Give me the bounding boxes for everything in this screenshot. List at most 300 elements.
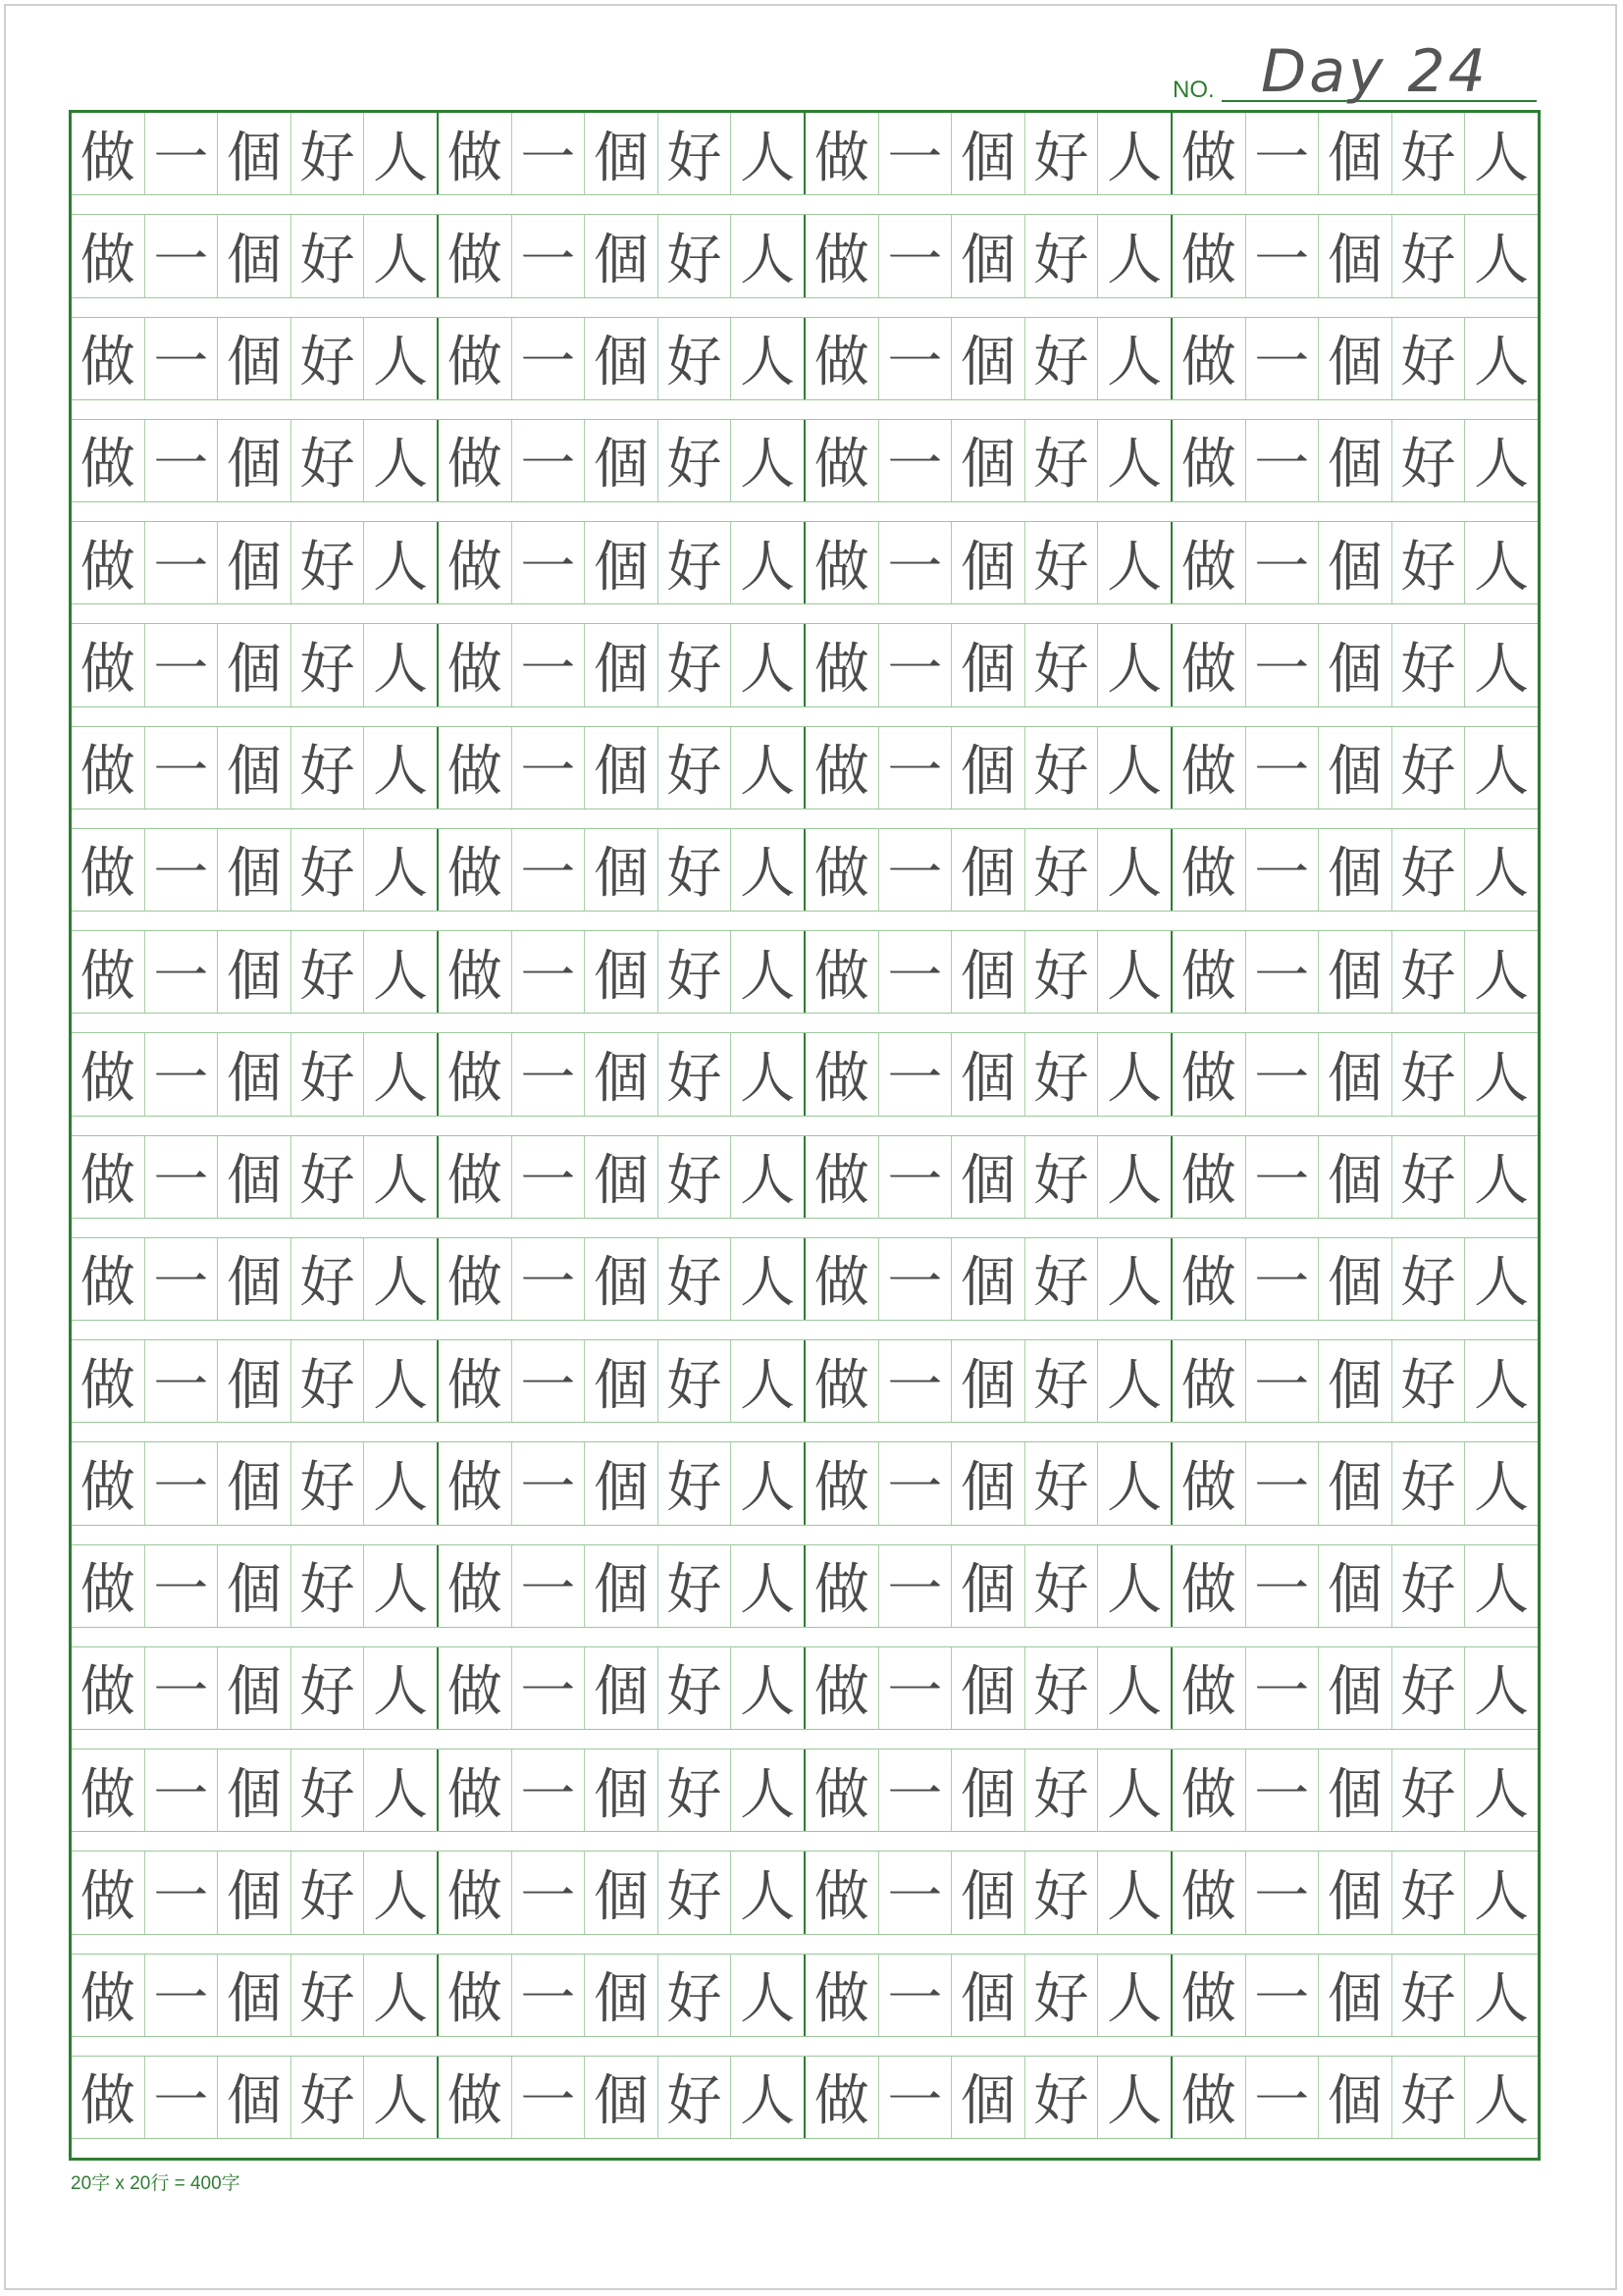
grid-cell: 做: [72, 2057, 145, 2138]
grid-cell: 一: [145, 1545, 219, 1627]
grid-cell: 做: [1173, 1442, 1246, 1524]
grid-cell: 人: [364, 1647, 439, 1729]
grid-cell: 做: [806, 420, 879, 501]
grid-cell: 做: [72, 931, 145, 1013]
grid-cell: 個: [585, 1033, 658, 1115]
grid-cell: 好: [291, 113, 365, 194]
grid-cell: 一: [1246, 1136, 1320, 1218]
grid-cell: 做: [439, 1955, 512, 2036]
grid-cell: 做: [1173, 215, 1246, 296]
grid-cell: 人: [1098, 829, 1173, 911]
grid-cell: 一: [512, 1442, 586, 1524]
grid-cell: 一: [512, 1238, 586, 1320]
grid-cell: 好: [1025, 1442, 1099, 1524]
grid-row: [72, 113, 1538, 215]
grid-cell: 一: [145, 1647, 219, 1729]
grid-cell: 一: [879, 2057, 953, 2138]
grid-cell: 一: [145, 1749, 219, 1831]
grid-cell: 一: [145, 931, 219, 1013]
grid-row-cells: [72, 1749, 1538, 1831]
grid-cell: 人: [1474, 1762, 1530, 1827]
grid-cell: 做: [72, 1442, 145, 1524]
grid-cell: 一: [145, 420, 219, 501]
grid-cell: 做: [439, 1852, 512, 1933]
grid-cell: 個: [1319, 420, 1392, 501]
grid-cell: 個: [218, 1238, 291, 1320]
grid-cell: 一: [1246, 1033, 1320, 1115]
grid-cell: 人: [1474, 637, 1530, 702]
grid-cell: 好: [291, 829, 365, 911]
grid-cell: 做: [806, 727, 879, 809]
grid-cell: 一: [512, 624, 586, 705]
row-gap: [72, 1627, 1538, 1646]
grid-cell: 好: [1025, 318, 1099, 399]
grid-cell: 一: [879, 1955, 953, 2036]
grid-cell: 個: [585, 829, 658, 911]
grid-row: [72, 1955, 1538, 2057]
grid-cell: 個: [218, 931, 291, 1013]
grid-cell: 人: [364, 113, 439, 194]
grid-cell: 個: [1319, 1238, 1392, 1320]
grid-cell: 人: [1474, 1455, 1530, 1520]
grid-cell: 一: [145, 215, 219, 296]
grid-cell: 人: [1098, 420, 1173, 501]
grid-cell: 好: [658, 1955, 732, 2036]
grid-cell: 做: [439, 522, 512, 603]
grid-cell: 做: [439, 624, 512, 705]
grid-cell: 人: [731, 420, 806, 501]
grid-cell: 好: [291, 1647, 365, 1729]
grid-cell: 做: [1173, 1852, 1246, 1933]
grid-row-cells: [72, 727, 1538, 809]
grid-row: [72, 1033, 1538, 1135]
grid-row: [72, 1852, 1538, 1954]
grid-row: [72, 829, 1538, 931]
grid-cell: 個: [952, 1033, 1025, 1115]
grid-cell: 一: [879, 1136, 953, 1218]
grid-row: [72, 1442, 1538, 1544]
grid-cell: 做: [439, 113, 512, 194]
grid-row: [72, 2057, 1538, 2158]
page-number-header: [1168, 37, 1537, 108]
grid-cell: 個: [585, 113, 658, 194]
grid-cell: 一: [512, 215, 586, 296]
grid-row: [72, 1136, 1538, 1238]
grid-cell: 好: [291, 1238, 365, 1320]
grid-cell: 做: [806, 1340, 879, 1422]
grid-cell: 個: [1319, 1647, 1392, 1729]
grid-cell: 做: [1173, 1340, 1246, 1422]
grid-cell: 人: [731, 1033, 806, 1115]
grid-cell: 做: [1173, 1749, 1246, 1831]
grid-cell: 好: [291, 318, 365, 399]
grid-cell: 人: [364, 1238, 439, 1320]
grid-cell: 好: [1025, 727, 1099, 809]
grid-cell: 做: [1173, 1647, 1246, 1729]
grid-cell: 一: [512, 829, 586, 911]
grid-cell: 做: [72, 1545, 145, 1627]
grid-cell: 好: [1392, 420, 1466, 501]
grid-cell: 做: [72, 420, 145, 501]
grid-cell: 好: [658, 1238, 732, 1320]
grid-cell: 好: [658, 420, 732, 501]
grid-cell: 做: [806, 215, 879, 296]
grid-cell: 人: [364, 829, 439, 911]
grid-cell: 人: [1098, 624, 1173, 705]
grid-cell: 個: [585, 1442, 658, 1524]
grid-cell: 人: [731, 727, 806, 809]
grid-cell: 個: [1319, 1033, 1392, 1115]
grid-cell: 好: [658, 1545, 732, 1627]
grid-cell: 做: [72, 215, 145, 296]
grid-cell: 好: [1025, 1647, 1099, 1729]
grid-cell: 個: [218, 113, 291, 194]
grid-cell: 個: [952, 931, 1025, 1013]
grid-cell: 好: [1392, 624, 1466, 705]
grid-cell: 人: [731, 1749, 806, 1831]
grid-cell: 做: [72, 727, 145, 809]
grid-cell: 個: [1319, 931, 1392, 1013]
grid-cell: 做: [72, 1955, 145, 2036]
grid-cell: 好: [1025, 1749, 1099, 1831]
row-gap: [72, 1218, 1538, 1237]
grid-cell: 個: [952, 1852, 1025, 1933]
grid-cell: 個: [952, 1340, 1025, 1422]
grid-cell: 個: [952, 215, 1025, 296]
grid-cell: 個: [585, 215, 658, 296]
grid-cell: 好: [291, 1136, 365, 1218]
grid-cell: 好: [1392, 931, 1466, 1013]
grid-cell: 個: [585, 1852, 658, 1933]
grid-cell: 做: [72, 1136, 145, 1218]
row-gap: [72, 2138, 1538, 2158]
grid-cell: 個: [1319, 2057, 1392, 2138]
grid-cell: 個: [1319, 1545, 1392, 1627]
grid-cell: 個: [585, 931, 658, 1013]
grid-cell: 個: [585, 420, 658, 501]
grid-cell: 個: [585, 727, 658, 809]
grid-cell: 人: [1474, 1967, 1530, 2032]
grid-cell: 好: [1025, 624, 1099, 705]
grid-cell: 人: [731, 1442, 806, 1524]
grid-cell: 一: [879, 1340, 953, 1422]
grid-cell: 人: [364, 624, 439, 705]
grid-cell: 做: [806, 522, 879, 603]
grid-cell: 好: [658, 1749, 732, 1831]
grid-cell: 一: [512, 931, 586, 1013]
grid-cell: 一: [1246, 113, 1320, 194]
grid-cell: 好: [1392, 1340, 1466, 1422]
grid-row: [72, 1647, 1538, 1749]
grid-cell: 好: [1392, 1852, 1466, 1933]
grid-cell: 一: [145, 624, 219, 705]
grid-cell: 一: [879, 1238, 953, 1320]
grid-cell: 一: [879, 624, 953, 705]
grid-cell: 人: [1098, 1238, 1173, 1320]
grid-cell: 做: [806, 1545, 879, 1627]
grid-cell: 個: [218, 2057, 291, 2138]
grid-row: [72, 1749, 1538, 1852]
grid-cell: 做: [806, 2057, 879, 2138]
grid-cell: 好: [1392, 1136, 1466, 1218]
grid-cell: 一: [1246, 1340, 1320, 1422]
grid-row-cells: [72, 1955, 1538, 2036]
grid-cell: 人: [364, 522, 439, 603]
grid-cell: 人: [364, 1955, 439, 2036]
grid-cell: 個: [1319, 727, 1392, 809]
grid-cell: 好: [291, 1852, 365, 1933]
grid-cell: 人: [364, 1033, 439, 1115]
grid-cell: 人: [1098, 1545, 1173, 1627]
grid-cell: 做: [1173, 113, 1246, 194]
grid-cell: 個: [1319, 113, 1392, 194]
grid-cell: 一: [145, 727, 219, 809]
grid-cell: 一: [1246, 522, 1320, 603]
grid-cell: 人: [1098, 1749, 1173, 1831]
row-gap: [72, 194, 1538, 214]
grid-cell: 個: [218, 215, 291, 296]
grid-cell: 做: [806, 1238, 879, 1320]
grid-cell: 好: [1392, 727, 1466, 809]
grid-cell: 一: [145, 1955, 219, 2036]
grid-cell: 好: [1025, 1033, 1099, 1115]
grid-cell: 個: [952, 727, 1025, 809]
grid-cell: 個: [952, 420, 1025, 501]
grid-row-cells: [72, 1238, 1538, 1320]
grid-row: [72, 727, 1538, 829]
grid-cell: 個: [1319, 1340, 1392, 1422]
grid-cell: 做: [1173, 1545, 1246, 1627]
grid-cell: 個: [952, 1955, 1025, 2036]
grid-cell: 個: [952, 1749, 1025, 1831]
grid-cell: 好: [1392, 1647, 1466, 1729]
grid-cell: 個: [585, 318, 658, 399]
grid-cell: 好: [291, 522, 365, 603]
grid-cell: 個: [585, 1647, 658, 1729]
grid-row-cells: [72, 1136, 1538, 1218]
grid-cell: 個: [952, 522, 1025, 603]
grid-cell: 一: [1246, 1647, 1320, 1729]
grid-cell: 個: [952, 1545, 1025, 1627]
grid-cell: 好: [1025, 829, 1099, 911]
grid-cell: 人: [364, 1852, 439, 1933]
grid-cell: 一: [512, 1136, 586, 1218]
grid-cell: 好: [291, 727, 365, 809]
grid-cell: 人: [1474, 2069, 1530, 2134]
grid-cell: 一: [145, 1852, 219, 1933]
row-gap: [72, 1934, 1538, 1954]
grid-cell: 一: [879, 215, 953, 296]
grid-cell: 人: [731, 829, 806, 911]
grid-cell: 人: [1474, 1149, 1530, 1214]
grid-cell: 人: [364, 1545, 439, 1627]
grid-cell: 人: [1474, 1558, 1530, 1623]
grid-cell: 一: [145, 1033, 219, 1115]
grid-cell: 做: [72, 113, 145, 194]
row-gap: [72, 809, 1538, 828]
grid-cell: 一: [879, 1033, 953, 1115]
row-gap: [72, 1729, 1538, 1748]
grid-cell: 好: [291, 1955, 365, 2036]
grid-cell: 做: [439, 1545, 512, 1627]
grid-cell: 人: [1474, 944, 1530, 1009]
grid-cell: 一: [512, 113, 586, 194]
grid-cell: 做: [806, 624, 879, 705]
grid-cell: 做: [72, 1238, 145, 1320]
grid-cell: 一: [512, 727, 586, 809]
grid-cell: 好: [1392, 829, 1466, 911]
grid-cell: 一: [512, 1955, 586, 2036]
grid-cell: 做: [1173, 1033, 1246, 1115]
grid-cell: 人: [731, 1955, 806, 2036]
grid-cell: 個: [952, 1238, 1025, 1320]
grid-cell: 人: [364, 318, 439, 399]
grid-row: [72, 420, 1538, 522]
grid-cell: 人: [1474, 535, 1530, 600]
grid-cell: 一: [1246, 727, 1320, 809]
row-gap: [72, 706, 1538, 726]
grid-cell: 好: [658, 113, 732, 194]
grid-cell: 一: [145, 829, 219, 911]
grid-cell: 個: [952, 2057, 1025, 2138]
grid-cell: 人: [1474, 1660, 1530, 1725]
grid-cell: 做: [439, 1647, 512, 1729]
grid-row: [72, 522, 1538, 624]
grid-cell: 做: [439, 1033, 512, 1115]
grid-cell: 好: [658, 1136, 732, 1218]
grid-cell: 個: [218, 1442, 291, 1524]
grid-cell: 好: [1392, 2057, 1466, 2138]
grid-row-cells: [72, 1545, 1538, 1627]
grid-cell: 好: [1392, 522, 1466, 603]
grid-cell: 做: [439, 1136, 512, 1218]
grid-cell: 一: [512, 420, 586, 501]
grid-cell: 個: [1319, 624, 1392, 705]
grid-cell: 一: [879, 113, 953, 194]
grid-cell: 一: [512, 1749, 586, 1831]
grid-cell: 好: [658, 829, 732, 911]
grid-cell: 個: [585, 522, 658, 603]
grid-cell: 個: [1319, 829, 1392, 911]
grid-cell: 人: [364, 1340, 439, 1422]
grid-cell: 好: [1025, 931, 1099, 1013]
grid-cell: 做: [439, 1340, 512, 1422]
grid-cell: 人: [1098, 1442, 1173, 1524]
grid-cell: 一: [512, 522, 586, 603]
grid-cell: 做: [72, 1852, 145, 1933]
grid-row-cells: [72, 829, 1538, 911]
grid-cell: 人: [1474, 331, 1530, 395]
grid-cell: 做: [806, 113, 879, 194]
grid-cell: 個: [585, 624, 658, 705]
grid-cell: 做: [806, 1647, 879, 1729]
grid-cell: 做: [1173, 318, 1246, 399]
grid-row-cells: [72, 522, 1538, 603]
grid-cell: 人: [364, 420, 439, 501]
grid-cell: 人: [731, 1136, 806, 1218]
grid-cell: 人: [731, 2057, 806, 2138]
grid-cell: 做: [806, 1136, 879, 1218]
grid-cell: 好: [291, 1340, 365, 1422]
grid-cell: 做: [1173, 1955, 1246, 2036]
grid-cell: 一: [879, 1749, 953, 1831]
grid-cell: 做: [72, 624, 145, 705]
row-gap: [72, 297, 1538, 317]
grid-cell: 人: [1098, 1136, 1173, 1218]
grid-cell: 好: [291, 931, 365, 1013]
grid-cell: 做: [439, 318, 512, 399]
grid-cell: 一: [1246, 624, 1320, 705]
grid-cell: 個: [218, 1136, 291, 1218]
grid-cell: 一: [512, 1340, 586, 1422]
grid-cell: 一: [879, 1647, 953, 1729]
grid-cell: 人: [731, 522, 806, 603]
grid-cell: 人: [364, 727, 439, 809]
grid-cell: 人: [1474, 1353, 1530, 1418]
grid-cell: 一: [879, 1442, 953, 1524]
grid-cell: 好: [1025, 2057, 1099, 2138]
grid-cell: 一: [145, 113, 219, 194]
grid-cell: 一: [512, 1545, 586, 1627]
grid-cell: 個: [218, 1647, 291, 1729]
grid-cell: 好: [291, 1442, 365, 1524]
grid-cell: 好: [1025, 1136, 1099, 1218]
grid-cell: 人: [731, 113, 806, 194]
grid-row: [72, 931, 1538, 1033]
grid-cell: 個: [218, 1340, 291, 1422]
grid-cell: 做: [806, 1033, 879, 1115]
grid-cell: 一: [1246, 1545, 1320, 1627]
grid-cell: 個: [585, 2057, 658, 2138]
grid-cell: 一: [145, 522, 219, 603]
grid-cell: 做: [806, 1955, 879, 2036]
grid-cell: 一: [145, 1442, 219, 1524]
grid-row-cells: [72, 113, 1538, 194]
grid-cell: 做: [1173, 727, 1246, 809]
grid-cell: 做: [1173, 1238, 1246, 1320]
grid-cell: 人: [1098, 215, 1173, 296]
grid-cell: 做: [72, 1033, 145, 1115]
grid-cell: 好: [1025, 1340, 1099, 1422]
grid-cell: 人: [731, 1340, 806, 1422]
grid-cell: 好: [1025, 215, 1099, 296]
grid-cell: 人: [364, 2057, 439, 2138]
grid-cell: 好: [1392, 113, 1466, 194]
grid-cell: 好: [1392, 1442, 1466, 1524]
grid-cell: 人: [731, 624, 806, 705]
grid-cell: 個: [952, 624, 1025, 705]
grid-cell: 人: [1474, 126, 1530, 190]
grid-cell: 做: [72, 318, 145, 399]
grid-cell: 好: [1392, 1238, 1466, 1320]
grid-row-cells: [72, 1442, 1538, 1524]
grid-cell: 好: [291, 1033, 365, 1115]
grid-cell: 個: [1319, 522, 1392, 603]
grid-row: [72, 1238, 1538, 1340]
grid-cell: 人: [1098, 1647, 1173, 1729]
grid-row: [72, 318, 1538, 420]
grid-cell: 一: [1246, 931, 1320, 1013]
grid-cell: 好: [291, 624, 365, 705]
grid-row-cells: [72, 215, 1538, 296]
grid-row-cells: [72, 624, 1538, 705]
grid-cell: 個: [952, 1442, 1025, 1524]
grid-cell: 個: [1319, 1136, 1392, 1218]
grid-cell: 做: [72, 1647, 145, 1729]
grid-cell: 人: [364, 1442, 439, 1524]
grid-cell: 做: [806, 829, 879, 911]
grid-cell: 一: [1246, 1442, 1320, 1524]
